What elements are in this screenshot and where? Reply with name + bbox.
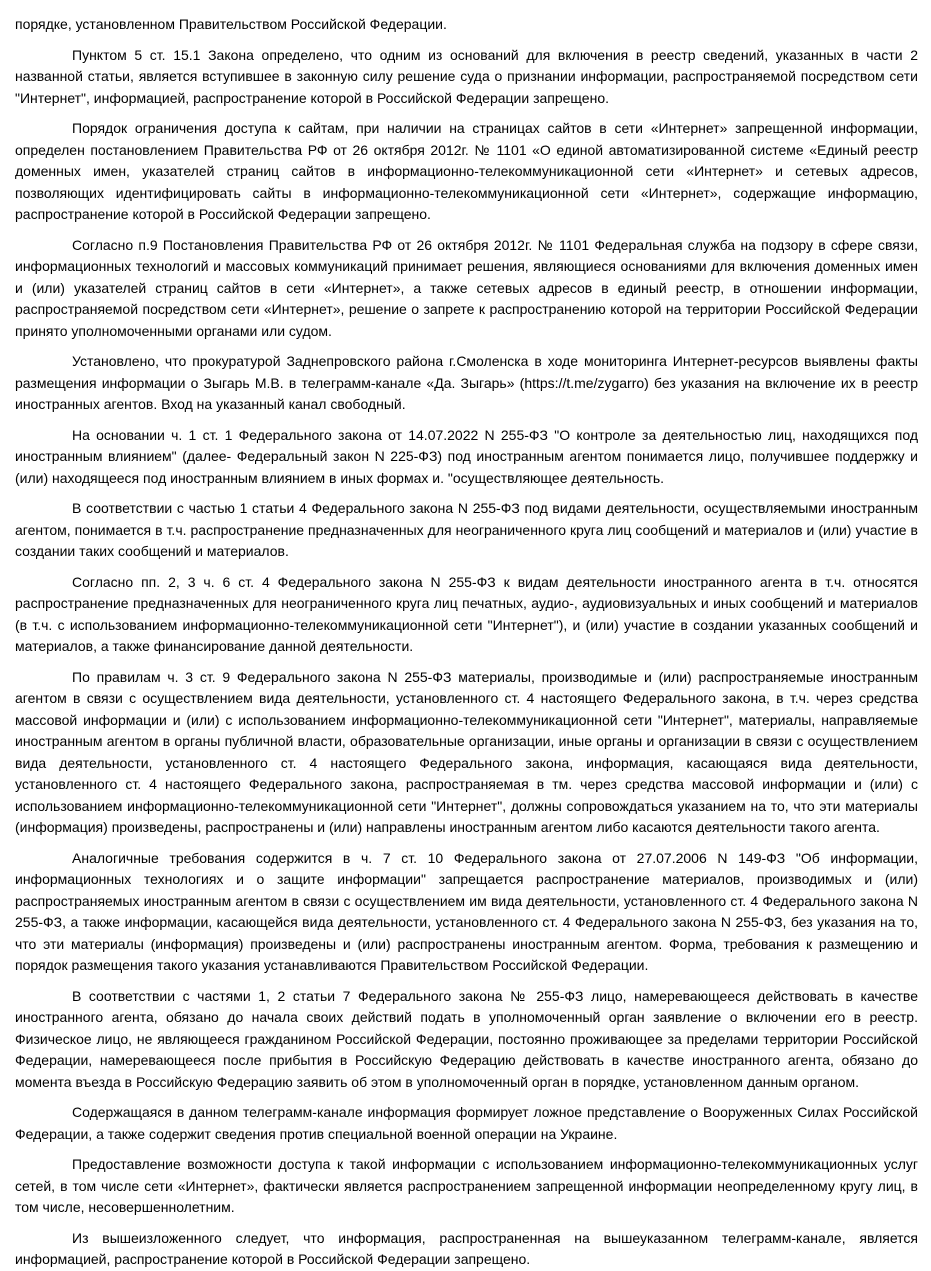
paragraph-7: В соответствии с частью 1 статьи 4 Федерального закона N 255-ФЗ под видами деятельности, осуществляемыми иностранным агентом, понимается в т.ч. распространение предназначенных для неограниченного круга лиц сообщений и материалов и (или) участие в создании таких сообщений и материалов. (15, 500, 918, 559)
paragraph-4: Согласно п.9 Постановления Правительства РФ от 26 октября 2012г. № 1101 Федеральная служба на подзору в сфере связи, информационных технологий и массовых коммуникаций принимает решения, являющиеся основаниями для включения доменных имен и (или) указателей страниц сайтов в сети «Интернет», а также сетевых адресов в единый реестр, в отношении информации, распространяемой посредством сети «Интернет», решение о запрете к распространению которой на территории Российской Федерации принято уполномоченными органами или судом. (15, 236, 918, 339)
paragraph-3: Порядок ограничения доступа к сайтам, при наличии на страницах сайтов в сети «Интернет» запрещенной информации, определен постановлением Правительства РФ от 26 октября 2012г. № 1101 «О единой автоматизированной системе «Единый реестр доменных имен, указателей страниц сайтов в информационно-телекоммуникационной сети «Интернет» и сетевых адресов, позволяющих идентифицировать сайты в информационно-телекоммуникационной сети «Интернет», содержащие информацию, распространение которой в Российской Федерации запрещено. (15, 120, 918, 222)
paragraph-13: Предоставление возможности доступа к такой информации с использованием информационно-телекоммуникационных услуг сетей, в том числе сети «Интернет», фактически является распространением запрещенной информации неопределенному кругу лиц, в том числе, несовершеннолетним. (15, 1156, 918, 1215)
paragraph-9: По правилам ч. 3 ст. 9 Федерального закона N 255-ФЗ материалы, производимые и (или) распространяемые иностранным агентом в связи с осуществлением вида деятельности, установленного ст. 4 настоящего Федерального закона, в т.ч. через средства массовой информации и (или) с использованием информационно-телекоммуникационной сети "Интернет", материалы, направляемые иностранным агентом в органы публичной власти, образовательные организации, иные органы и организации в связи с осуществлением вида деятельности, установленного ст. 4 настоящего Федерального закона, информация, касающаяся вида деятельности, установленного ст. 4 настоящего Федерального закона, распространяемая в тм. через средства массовой информации и (или) с использованием информационно-телекоммуникационной сети "Интернет", должны сопровождаться указанием на то, что эти материалы (информация) произведены, распространены и (или) направлены иностранным агентом либо касаются деятельности такого агента. (15, 668, 918, 835)
paragraph-2: Пунктом 5 ст. 15.1 Закона определено, что одним из оснований для включения в реестр сведений, указанных в части 2 названной статьи, является вступившее в законную силу решение суда о признании информации, распространяемой посредством сети "Интернет", информацией, распространение которой в Российской Федерации запрещено. (15, 46, 918, 106)
paragraph-11: В соответствии с частями 1, 2 статьи 7 Федерального закона № 255-ФЗ лицо, намеревающееся действовать в качестве иностранного агента, обязано до начала своих действий подать в уполномоченный орган заявление о включении его в реестр. Физическое лицо, не являющееся гражданином Российской Федерации, постоянно проживающее за пределами территории Российской Федерации, намеревающееся после прибытия в Российскую Федерацию действовать в качестве иностранного агента, обязано до момента въезда в Российскую Федерацию заявить об этом в уполномоченный орган в порядке, установленном данным органом. (15, 987, 918, 1090)
paragraph-5: Установлено, что прокуратурой Заднепровского района г.Смоленска в ходе мониторинга Интернет-ресурсов выявлены факты размещения информации о Зыгарь М.В. в телеграмм-канале «Да. Зыгарь» (https://t.me/zygarro) без указания на включение их в реестр иностранных агентов. Вход на указанный канал свободный. (15, 353, 918, 412)
paragraph-8: Согласно пп. 2, 3 ч. 6 ст. 4 Федерального закона N 255-ФЗ к видам деятельности иностранного агента в т.ч. относятся распространение предназначенных для неограниченного круга лиц печатных, аудио-, аудиовизуальных и иных сообщений и материалов (в т.ч. с использованием информационно-телекоммуникационной сети "Интернет"), и (или) участие в создании указанных сообщений и материалов, а также финансирование данной деятельности. (15, 573, 918, 654)
paragraph-12: Содержащаяся в данном телеграмм-канале информация формирует ложное представление о Вооруженных Силах Российской Федерации, а также содержит сведения против специальной военной операции на Украине. (15, 1104, 918, 1142)
paragraph-6: На основании ч. 1 ст. 1 Федерального закона от 14.07.2022 N 255-ФЗ "О контроле за деятельностью лиц, находящихся под иностранным влиянием" (далее- Федеральный закон N 225-ФЗ) под иностранным агентом понимается лицо, получившее поддержку и (или) находящееся под иностранным влиянием в иных формах и. "осуществляющее деятельность. (15, 426, 918, 486)
paragraph-1: порядке, установленном Правительством Российской Федерации. (15, 16, 447, 32)
paragraph-14: Из вышеизложенного следует, что информация, распространенная на вышеуказанном телеграмм-канале, является информацией, распространение которой в Российской Федерации запрещено. (15, 1229, 918, 1267)
paragraph-10: Аналогичные требования содержится в ч. 7 ст. 10 Федерального закона от 27.07.2006 N 149-ФЗ "Об информации, информационных технологиях и о защите информации" запрещается распространение материалов, производимых и (или) распространяемых иностранным агентом в связи с осуществлением им вида деятельности, установленного ст. 4 Федерального закона N 255-ФЗ, а также информации, касающейся вида деятельности, установленного ст. 4 Федерального закона N 255-ФЗ, без указания на то, что эти материалы (информация) произведены и (или) распространены иностранным агентом. Форма, требования к размещению и порядок размещения такого указания устанавливаются Правительством Российской Федерации. (15, 849, 918, 973)
